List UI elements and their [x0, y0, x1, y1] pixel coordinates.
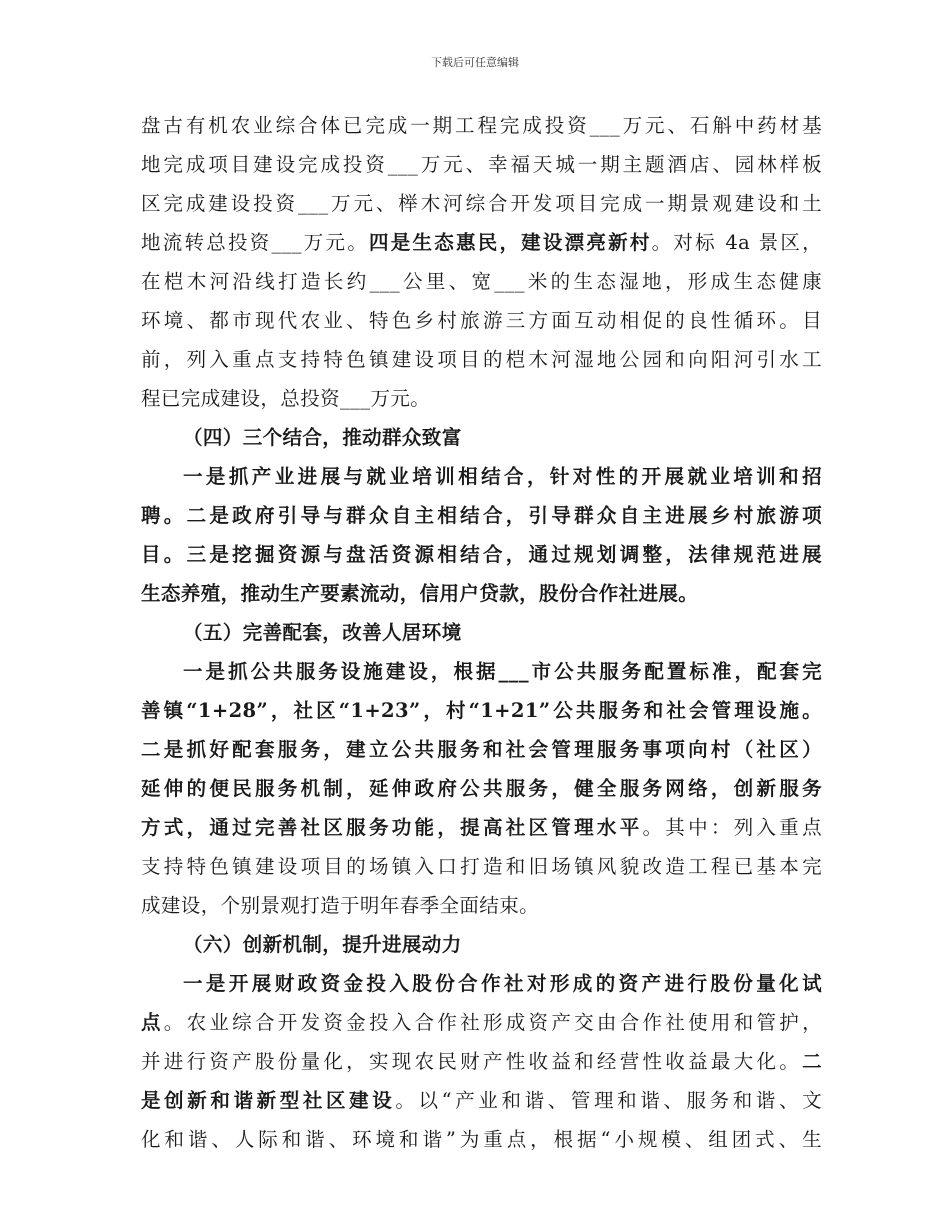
bold-text-segment: 一是抓公共服务设施建设，根据___市公共服务配置标准，配套完 [183, 660, 822, 683]
text-line [141, 1081, 822, 1120]
text-line [141, 886, 822, 925]
text-segment: 前，列入重点支持特色镇建设项目的桤木河湿地公园和向阳河引水工 [141, 348, 822, 371]
text-segment: 在桤木河沿线打造长约___公里、宽___米的生态湿地，形成生态健康 [141, 270, 822, 293]
text-line [141, 808, 822, 847]
text-line [141, 613, 822, 652]
text-segment: 环境、都市现代农业、特色乡村旅游三方面互动相促的良性循环。目 [141, 309, 822, 332]
text-segment: 盘古有机农业综合体已完成一期工程完成投资___万元、石斛中药材基 [141, 114, 822, 137]
text-line [141, 730, 822, 769]
text-line [141, 145, 822, 184]
bold-text-segment: 生态养殖，推动生产要素流动，信用户贷款，股份合作社进展。 [141, 582, 699, 605]
text-segment: 成建设，个别景观打造于明年春季全面结束。 [141, 894, 540, 917]
text-line [141, 379, 822, 418]
bold-text-segment: 四是生态惠民，建设漂亮新村 [368, 231, 652, 254]
text-segment: 支持特色镇建设项目的场镇入口打造和旧场镇风貌改造工程已基本完 [141, 855, 822, 878]
text-line [141, 574, 822, 613]
text-line [141, 964, 822, 1003]
bold-text-segment: （四）三个结合，推动群众致富 [183, 426, 462, 449]
text-line [141, 496, 822, 535]
text-line [141, 925, 822, 964]
text-line [141, 1042, 822, 1081]
bold-text-segment: 方式，通过完善社区服务功能，提高社区管理水平 [141, 816, 643, 839]
bold-text-segment: 二 [802, 1050, 822, 1073]
bold-text-segment: 目。三是挖掘资源与盘活资源相结合，通过规划调整，法律规范进展 [141, 543, 822, 566]
text-line [141, 223, 822, 262]
text-line [141, 262, 822, 301]
bold-text-segment: （五）完善配套，改善人居环境 [183, 621, 462, 644]
text-line [141, 457, 822, 496]
text-segment: 。农业综合开发资金投入合作社形成资产交由合作社使用和管护， [163, 1011, 822, 1034]
text-line [141, 535, 822, 574]
bold-text-segment: 点 [141, 1011, 164, 1034]
text-line [141, 340, 822, 379]
text-segment: 地完成项目建设完成投资___万元、幸福天城一期主题酒店、园林样板 [141, 153, 822, 176]
page-header: 下载后可任意编辑 [431, 56, 519, 69]
text-segment: 。其中：列入重点 [642, 816, 822, 839]
text-segment: 地流转总投资___万元。 [141, 231, 369, 254]
text-segment: 化和谐、人际和谐、环境和谐”为重点，根据“小规模、组团式、生 [141, 1128, 822, 1151]
bold-text-segment: 聘。二是政府引导与群众自主相结合，引导群众自主进展乡村旅游项 [141, 504, 822, 527]
text-line [141, 418, 822, 457]
bold-text-segment: 善镇“1+28”，社区“1+23”，村“1+21”公共服务和社会管理设施。 [141, 699, 822, 722]
bold-text-segment: 是创新和谐新型社区建设 [141, 1089, 396, 1112]
bold-text-segment: 一是开展财政资金投入股份合作社对形成的资产进行股份量化试 [183, 972, 822, 995]
text-segment: 。对标 4a 景区， [651, 231, 822, 254]
text-segment: 区完成建设投资___万元、榉木河综合开发项目完成一期景观建设和土 [141, 192, 822, 215]
bold-text-segment: 二是抓好配套服务，建立公共服务和社会管理服务事项向村（社区） [141, 738, 822, 761]
text-line [141, 301, 822, 340]
text-line [141, 184, 822, 223]
text-line [141, 691, 822, 730]
text-segment: 程已完成建设，总投资___万元。 [141, 387, 431, 410]
text-line [141, 769, 822, 808]
bold-text-segment: 延伸的便民服务机制，延伸政府公共服务，健全服务网络，创新服务 [141, 777, 822, 800]
bold-text-segment: 一是抓产业进展与就业培训相结合，针对性的开展就业培训和招 [183, 465, 822, 488]
document-body [141, 106, 822, 1159]
text-line [141, 847, 822, 886]
text-line [141, 1003, 822, 1042]
bold-text-segment: （六）创新机制，提升进展动力 [183, 933, 462, 956]
text-segment: 。以“产业和谐、管理和谐、服务和谐、文 [395, 1089, 822, 1112]
text-line [141, 652, 822, 691]
text-line [141, 1120, 822, 1159]
text-segment: 并进行资产股份量化，实现农民财产性收益和经营性收益最大化。 [141, 1050, 803, 1073]
text-line [141, 106, 822, 145]
